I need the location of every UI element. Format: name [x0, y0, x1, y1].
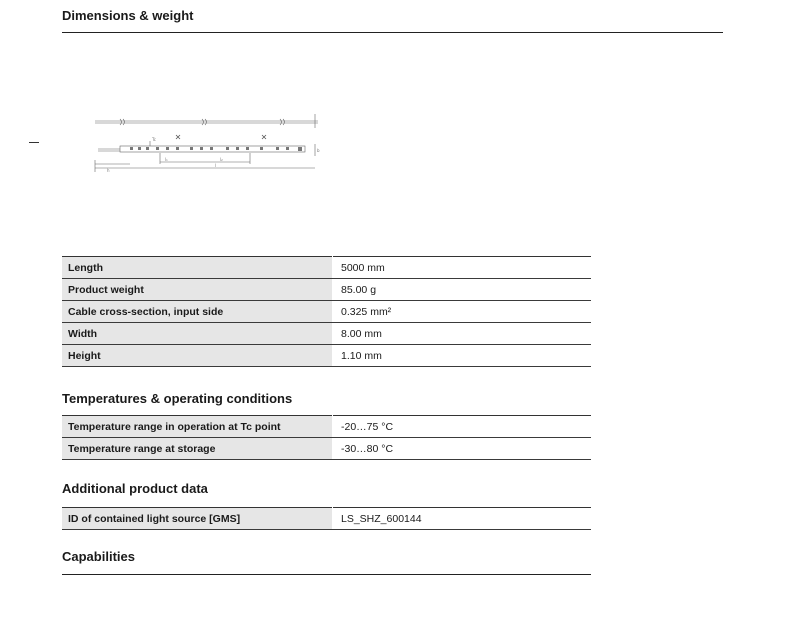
row-value: -20…75 °C	[333, 416, 592, 438]
row-label: Cable cross-section, input side	[62, 301, 333, 323]
dimension-label-l: l	[215, 163, 217, 168]
row-value: 1.10 mm	[333, 345, 592, 367]
temperatures-table	[62, 415, 591, 460]
dimension-label-tc: Tc	[152, 137, 156, 142]
row-label: ID of contained light source [GMS]	[62, 508, 333, 530]
additional-heading: Additional product data	[62, 481, 208, 496]
row-label: Length	[62, 257, 333, 279]
dimension-label-b: b	[317, 148, 320, 153]
capabilities-rule	[62, 574, 591, 575]
dimension-label-l2: l₂	[220, 157, 223, 162]
row-value: LS_SHZ_600144	[333, 508, 592, 530]
led-strip-dimension-drawing	[90, 108, 322, 178]
row-value: 8.00 mm	[333, 323, 592, 345]
row-label: Temperature range in operation at Tc point	[62, 416, 333, 438]
row-value: 5000 mm	[333, 257, 592, 279]
additional-table	[62, 507, 591, 530]
temperatures-heading: Temperatures & operating conditions	[62, 391, 293, 406]
row-value: -30…80 °C	[333, 438, 592, 460]
dimensions-heading: Dimensions & weight	[62, 8, 194, 23]
row-value: 85.00 g	[333, 279, 592, 301]
table-row	[62, 323, 591, 345]
dimension-label-h: h	[107, 168, 110, 173]
page-margin-mark	[29, 142, 39, 143]
row-label: Height	[62, 345, 333, 367]
table-row	[62, 345, 591, 367]
table-row	[62, 508, 591, 530]
capabilities-heading: Capabilities	[62, 549, 135, 564]
table-row	[62, 438, 591, 460]
table-row	[62, 279, 591, 301]
row-value: 0.325 mm²	[333, 301, 592, 323]
table-row	[62, 257, 591, 279]
dimensions-heading-rule	[62, 32, 723, 33]
table-row	[62, 416, 591, 438]
row-label: Temperature range at storage	[62, 438, 333, 460]
row-label: Product weight	[62, 279, 333, 301]
row-label: Width	[62, 323, 333, 345]
dimension-label-l1: l₁	[165, 157, 168, 162]
table-row	[62, 301, 591, 323]
dimensions-table	[62, 256, 591, 367]
